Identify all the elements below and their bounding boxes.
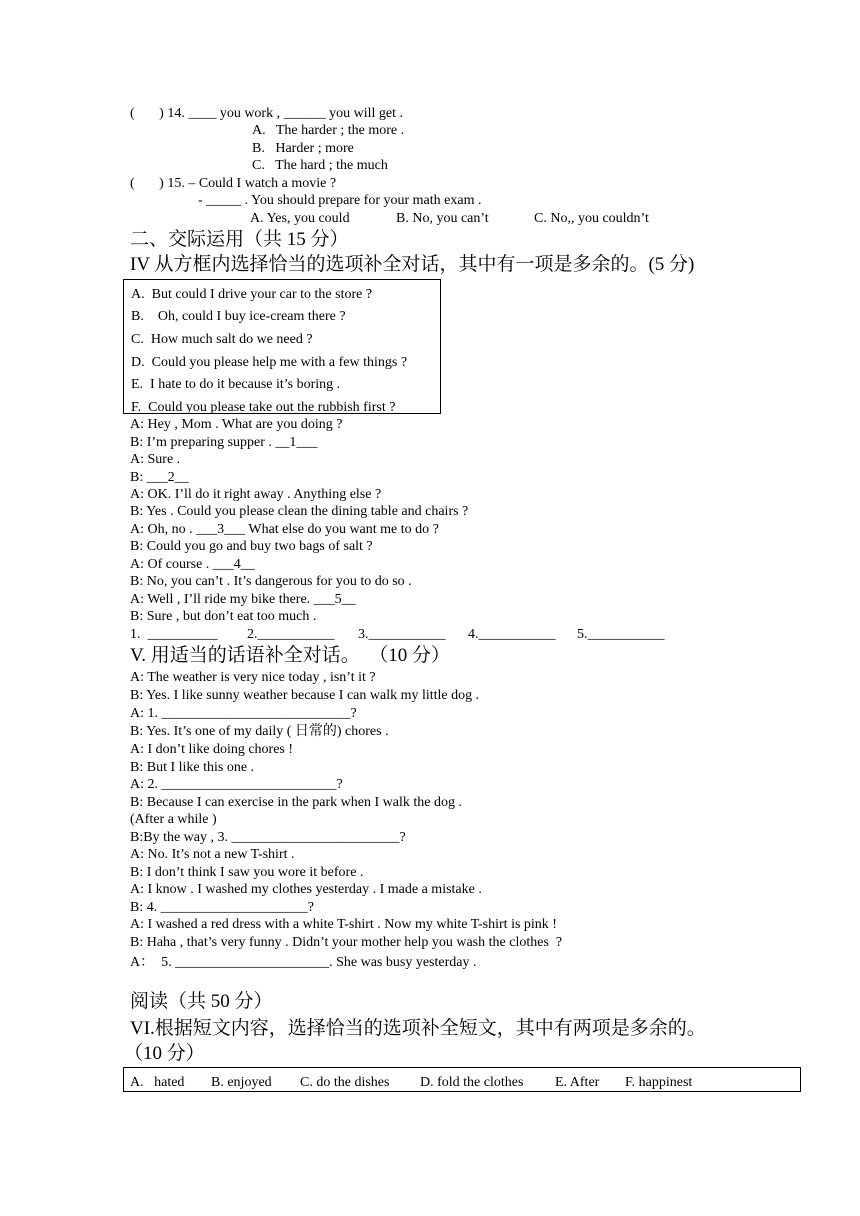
box-option-c: C. How much salt do we need ?	[131, 332, 313, 347]
dialogue-line: B:By the way , 3. ________________________?	[130, 830, 406, 845]
word-option-c: C. do the dishes	[300, 1075, 390, 1090]
box-option-e: E. I hate to do it because it’s boring .	[131, 377, 341, 392]
q14-option-b: B. Harder ; more	[252, 141, 354, 156]
part-5-heading: V. 用适当的话语补全对话。 （10 分）	[130, 645, 451, 666]
dialogue-line: B: Could you go and buy two bags of salt ?	[130, 539, 373, 554]
dialogue-line: B: No, you can’t . It’s dangerous for you to do so .	[130, 574, 412, 589]
q14-option-a: A. The harder ; the more .	[252, 123, 405, 138]
dialogue-line: B: Haha , that’s very funny . Didn’t your mother help you wash the clothes ?	[130, 935, 563, 950]
dialogue-line: A: The weather is very nice today , isn’t it ?	[130, 670, 376, 685]
dialogue-line: A: No. It’s not a new T-shirt .	[130, 847, 295, 862]
answer-blank-3: 3.___________	[358, 627, 446, 642]
q14-option-c: C. The hard ; the much	[252, 158, 388, 173]
dialogue-line: B: Yes. I like sunny weather because I can walk my little dog .	[130, 688, 480, 703]
box-option-d: D. Could you please help me with a few things ?	[131, 355, 408, 370]
answer-blank-4: 4.___________	[468, 627, 556, 642]
dialogue-line: A: OK. I’ll do it right away . Anything else ?	[130, 487, 382, 502]
dialogue-line: B: 4. _____________________?	[130, 900, 314, 915]
dialogue-line: B: Yes . Could you please clean the dining table and chairs ?	[130, 504, 469, 519]
dialogue-line: A: I know . I washed my clothes yesterday . I made a mistake .	[130, 882, 482, 897]
q15-option-b: B. No, you can’t	[396, 211, 489, 226]
word-option-e: E. After	[555, 1075, 600, 1090]
dialogue-line: A: Sure .	[130, 452, 181, 467]
answer-blank-5: 5.___________	[577, 627, 665, 642]
section-2-heading: 二、交际运用（共 15 分）	[130, 229, 349, 250]
box-option-a: A. But could I drive your car to the store ?	[131, 287, 373, 302]
dialogue-line: B: But I like this one .	[130, 760, 255, 775]
dialogue-line: A: 1. ___________________________?	[130, 706, 357, 721]
dialogue-line: A: I washed a red dress with a white T-shirt . Now my white T-shirt is pink !	[130, 917, 557, 932]
dialogue-line: A： 5. ______________________. She was busy yesterday .	[130, 955, 477, 970]
dialogue-line: B: I’m preparing supper . __1___	[130, 435, 318, 450]
dialogue-line: B: ___2__	[130, 470, 189, 485]
part-6-heading: VI.根据短文内容，选择恰当的选项补全短文，其中有两项是多余的。	[130, 1018, 706, 1039]
question-14: ( ) 14. ____ you work , ______ you will get .	[130, 106, 403, 121]
dialogue-line: A: Well , I’ll ride my bike there. ___5__	[130, 592, 356, 607]
dialogue-line: A: Of course . ___4__	[130, 557, 255, 572]
dialogue-line: A: Oh, no . ___3___ What else do you want me to do ?	[130, 522, 439, 537]
q15-option-a: A. Yes, you could	[250, 211, 350, 226]
q15-reply: - _____ . You should prepare for your math exam .	[198, 193, 482, 208]
answer-blank-2: 2.___________	[247, 627, 335, 642]
dialogue-line: B: Because I can exercise in the park when I walk the dog .	[130, 795, 462, 810]
box-option-b: B. Oh, could I buy ice-cream there ?	[131, 309, 346, 324]
box-option-f: F. Could you please take out the rubbish first ?	[131, 400, 396, 415]
question-15: ( ) 15. – Could I watch a movie ?	[130, 176, 337, 191]
dialogue-line: A: I don’t like doing chores !	[130, 742, 294, 757]
word-option-b: B. enjoyed	[211, 1075, 272, 1090]
part-6-score: （10 分）	[124, 1043, 205, 1064]
dialogue-line: B: I don’t think I saw you wore it before .	[130, 865, 364, 880]
dialogue-line: B: Sure , but don’t eat too much .	[130, 609, 317, 624]
word-option-f: F. happinest	[625, 1075, 693, 1090]
q15-option-c: C. No,, you couldn’t	[534, 211, 649, 226]
part-4-heading: IV 从方框内选择恰当的选项补全对话，其中有一项是多余的。(5 分)	[130, 254, 695, 275]
dialogue-line: A: 2. _________________________?	[130, 777, 343, 792]
reading-heading: 阅读（共 50 分）	[130, 991, 273, 1012]
dialogue-line: (After a while )	[130, 812, 217, 827]
word-option-a: A. hated	[130, 1075, 185, 1090]
answer-blank-1: 1. __________	[130, 627, 218, 642]
word-option-d: D. fold the clothes	[420, 1075, 524, 1090]
dialogue-line: A: Hey , Mom . What are you doing ?	[130, 417, 343, 432]
dialogue-line: B: Yes. It’s one of my daily ( 日常的) chores .	[130, 724, 389, 739]
